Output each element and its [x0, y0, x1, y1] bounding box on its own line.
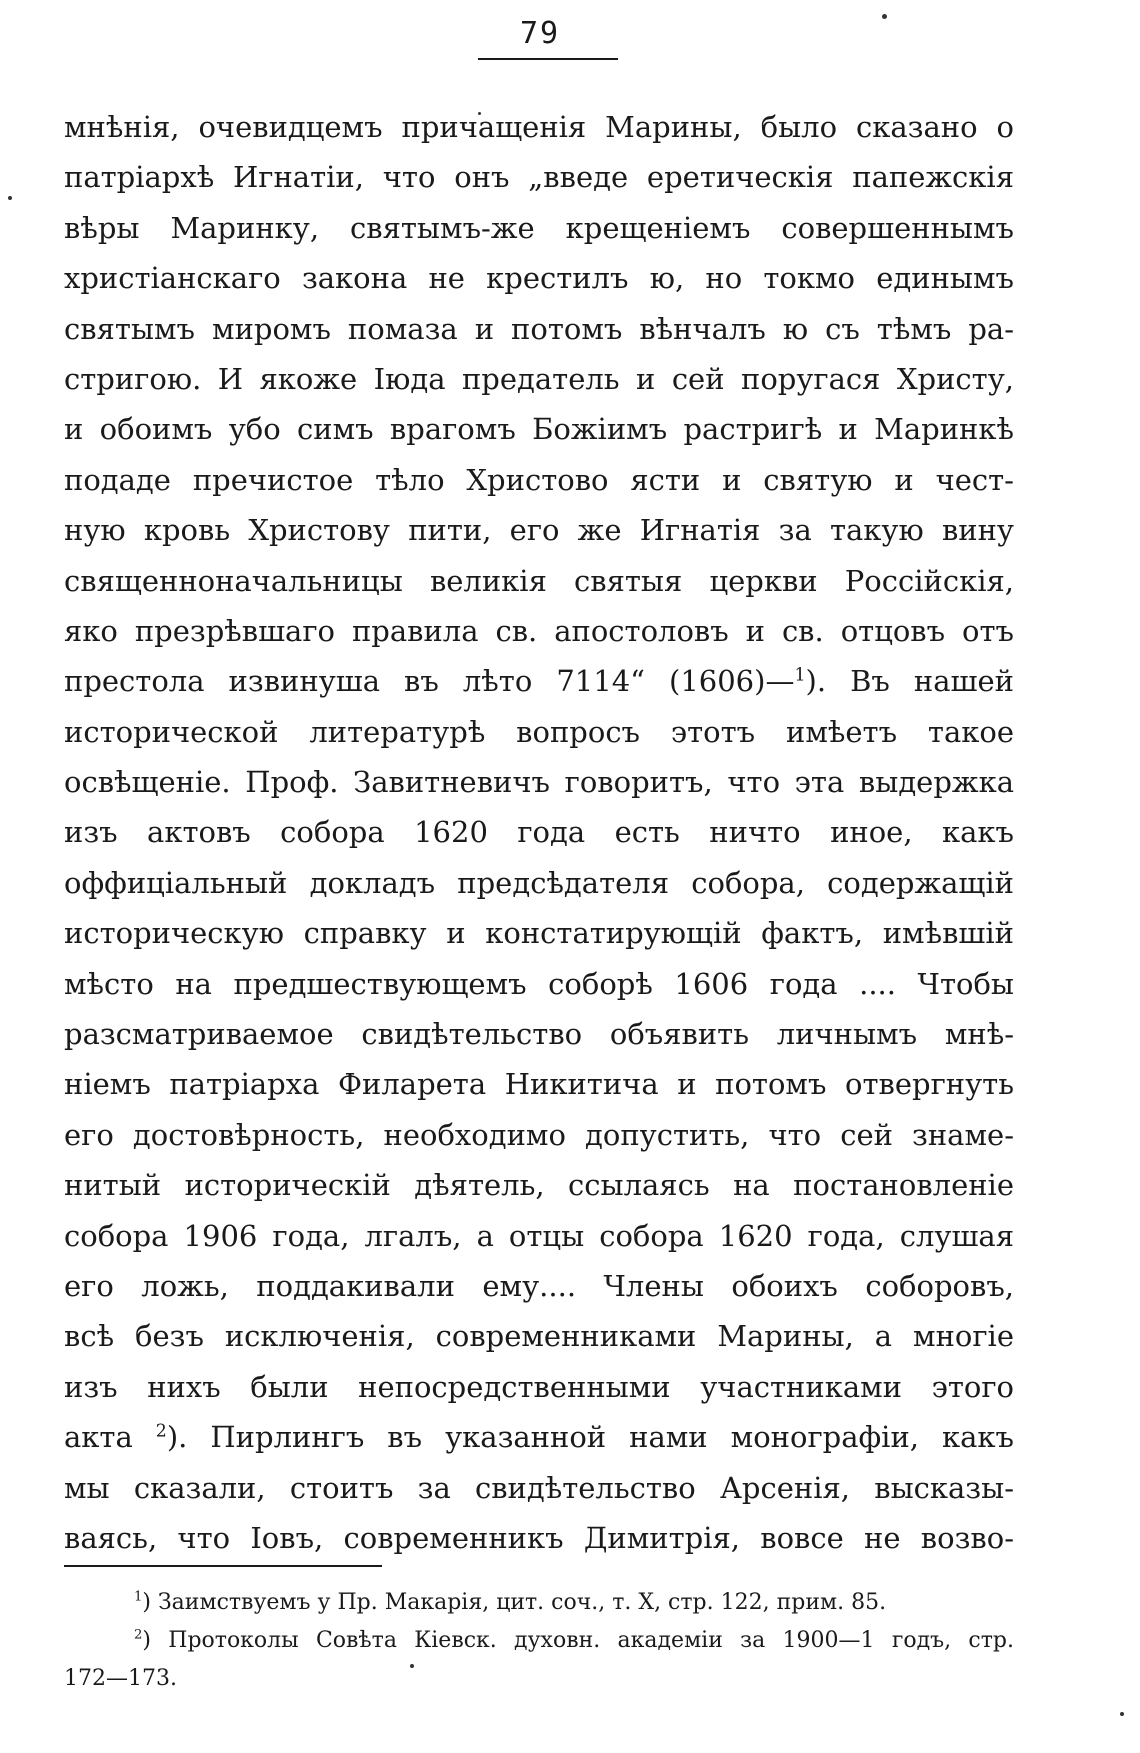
text-line: подаде пречистое тѣло Христово ясти и святую и чест-: [64, 462, 1014, 497]
text-segment: ). Пирлингъ въ указанной нами монографіи, какъ: [166, 1420, 1015, 1455]
text-line: ную кровь Христову пити, его же Игнатія за такую вину: [64, 513, 1014, 548]
text-line: исторической литературѣ вопросъ этотъ имѣетъ такое: [64, 714, 1014, 749]
page-number-rule: [478, 58, 618, 60]
text-line: яко презрѣвшаго правила св. апостоловъ и св. отцовъ отъ: [64, 613, 1014, 648]
page-number: 79: [519, 16, 561, 51]
footnote-text: ) Протоколы Совѣта Кіевск. духовн. академіи за 1900—1 годъ, стр.: [142, 1628, 1014, 1653]
text-line: историческую справку и констатирующій фактъ, имѣвшій: [64, 916, 1014, 951]
text-line: мѣсто на предшествующемъ соборѣ 1606 года .... Чтобы: [64, 966, 1014, 1001]
text-line: священноначальницы великія святыя церкви Россійскія,: [64, 563, 1014, 598]
text-line: нитый историческій дѣятель, ссылаясь на постановленіе: [64, 1168, 1014, 1203]
footnote-1: [64, 1584, 1014, 1622]
footnote-ref-2: 2: [155, 1421, 167, 1442]
text-line: ніемъ патріарха Филарета Никитича и потомъ отвергнуть: [64, 1067, 1014, 1102]
scan-speck: [8, 196, 12, 200]
footnote-ref-1: 1: [794, 665, 806, 686]
text-line: разсматриваемое свидѣтельство объявить личнымъ мнѣ-: [64, 1017, 1014, 1052]
text-segment: акта: [64, 1420, 133, 1455]
text-line: освѣщеніе. Проф. Завитневичъ говоритъ, что эта выдержка: [64, 765, 1014, 800]
footnote-separator: [64, 1565, 382, 1567]
text-line: его достовѣрность, необходимо допустить, что сей знаме-: [64, 1117, 1014, 1152]
text-line: его ложь, поддакивали ему.... Члены обоихъ соборовъ,: [64, 1268, 1014, 1303]
footnote-2-continued: 172—173.: [64, 1666, 177, 1691]
text-line: [64, 1412, 1014, 1462]
footnote-marker: 1: [134, 1589, 143, 1605]
footnote-2: [64, 1622, 1014, 1660]
text-line: изъ актовъ собора 1620 года есть ничто иное, какъ: [64, 815, 1014, 850]
text-line: оффиціальный докладъ предсѣдателя собора, содержащій: [64, 865, 1014, 900]
text-segment: престола извинуша въ лѣто 7114“ (1606)—: [64, 664, 795, 699]
footnote-text: ) Заимствуемъ у Пр. Макарія, цит. соч., т. X, стр. 122, прим. 85.: [142, 1590, 887, 1615]
text-segment: ). Въ нашей: [805, 664, 1014, 699]
text-line: мы сказали, стоитъ за свидѣтельство Арсенія, высказы-: [64, 1470, 1014, 1505]
text-line: собора 1906 года, лгалъ, а отцы собора 1620 года, слушая: [64, 1218, 1014, 1253]
text-line: вѣры Маринку, святымъ-же крещеніемъ совершеннымъ: [64, 210, 1014, 245]
footnotes: [64, 1584, 1014, 1698]
text-line: патріархѣ Игнатіи, что онъ „введе еретическія папежскія: [64, 160, 1014, 195]
text-line: мнѣнія, очевидцемъ причащенія Марины, было сказано о: [64, 110, 1014, 144]
scan-speck: [882, 14, 887, 19]
text-line: всѣ безъ исключенія, современниками Марины, а многіе: [64, 1319, 1014, 1354]
text-line: ваясь, что Іовъ, современникъ Димитрія, вовсе не возво-: [64, 1520, 1014, 1555]
text-line: изъ нихъ были непосредственными участниками этого: [64, 1369, 1014, 1404]
text-line: святымъ миромъ помаза и потомъ вѣнчалъ ю съ тѣмъ ра-: [64, 311, 1014, 346]
footnote-marker: 2: [134, 1627, 143, 1643]
scan-speck: [1120, 1712, 1124, 1716]
text-line: и обоимъ убо симъ врагомъ Божіимъ растригѣ и Маринкѣ: [64, 412, 1014, 447]
text-line: [64, 656, 1014, 706]
text-line: христіанскаго закона не крестилъ ю, но токмо единымъ: [64, 261, 1014, 296]
text-line: стригою. И якоже Іюда предатель и сей поругася Христу,: [64, 361, 1014, 396]
main-text: [64, 102, 1014, 1563]
